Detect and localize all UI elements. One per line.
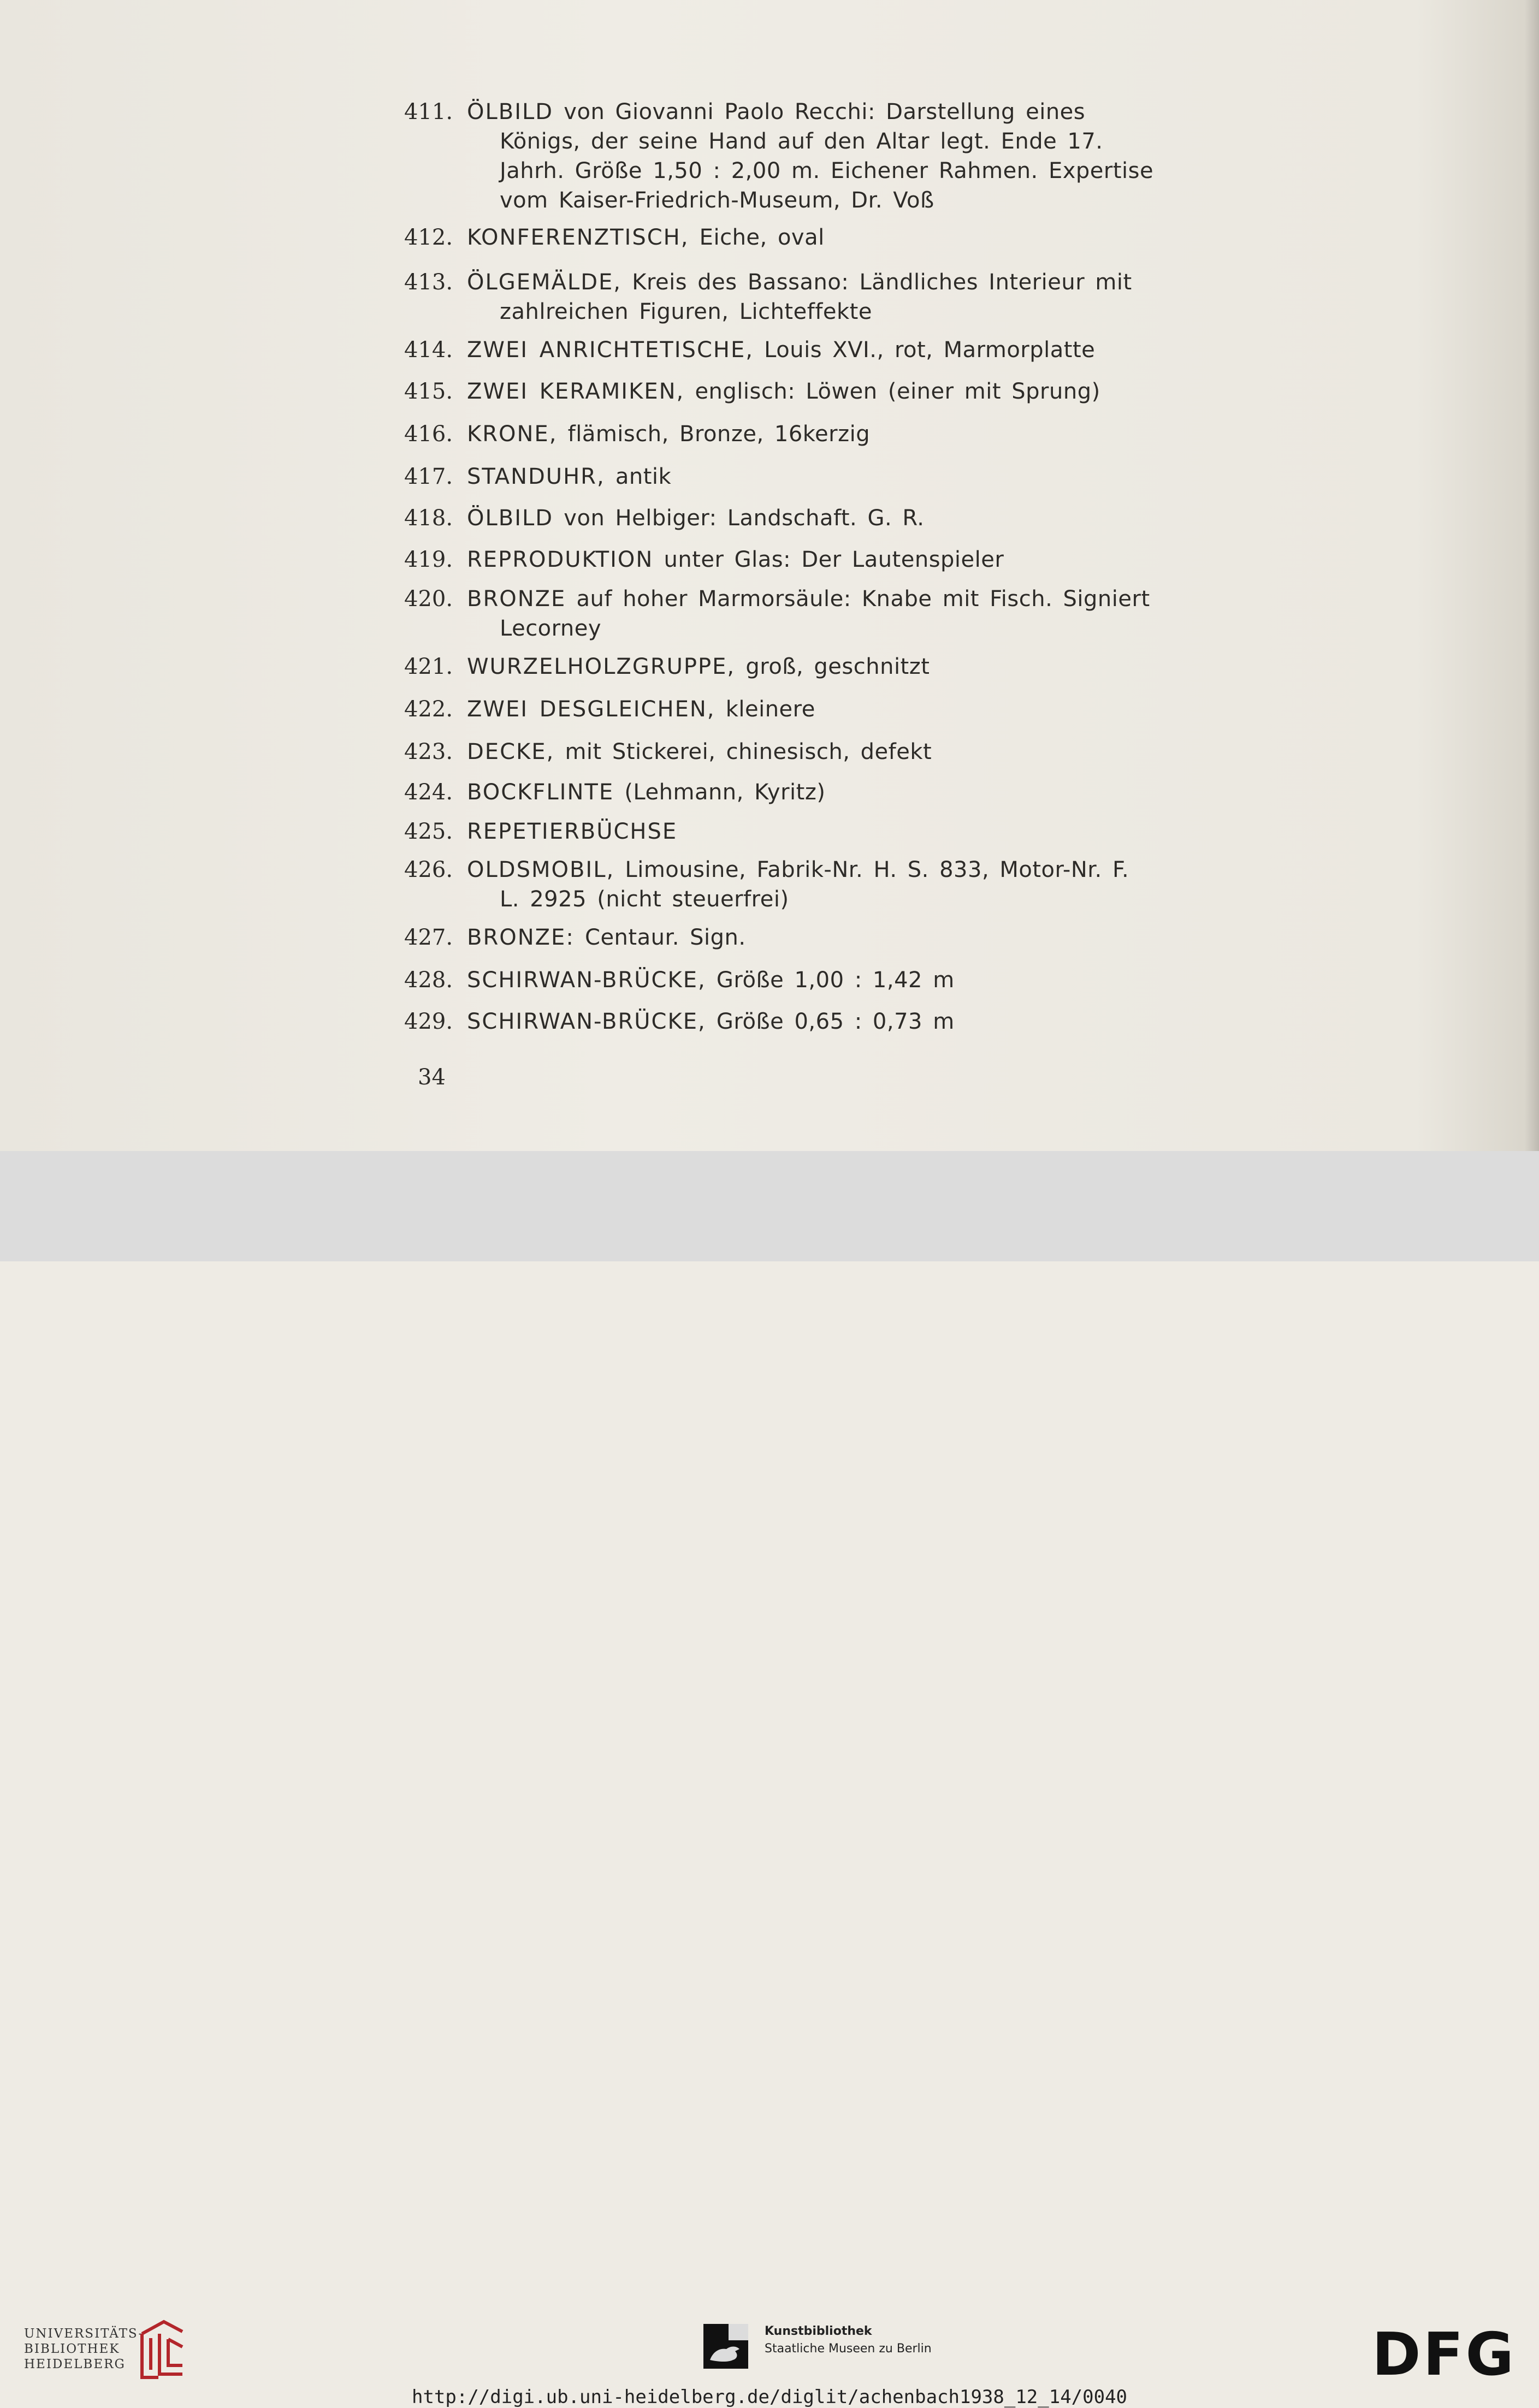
catalog-entry xyxy=(404,419,1158,449)
catalog-entry xyxy=(404,503,1158,533)
entry-number: 414. xyxy=(404,337,453,363)
entry-number: 416. xyxy=(404,422,453,447)
entry-number: 411. xyxy=(404,99,453,124)
ub-heidelberg-logo-icon[interactable] xyxy=(137,2317,186,2382)
entry-number: 425. xyxy=(404,819,453,844)
entry-description: englisch: Löwen (einer mit Sprung) xyxy=(684,379,1100,404)
entry-title: BOCKFLINTE xyxy=(467,780,614,805)
viewer-footer xyxy=(0,1151,1539,2408)
entry-title: KRONE, xyxy=(467,422,558,447)
entry-title: BRONZE xyxy=(467,586,566,612)
kb-line-2: Staatliche Museen zu Berlin xyxy=(765,2342,932,2356)
entry-text xyxy=(467,335,1158,365)
entry-description: (Lehmann, Kyritz) xyxy=(614,780,826,805)
entry-description: kleinere xyxy=(715,697,815,722)
entry-description: mit Stickerei, chinesisch, defekt xyxy=(554,739,932,764)
entry-text xyxy=(467,268,1158,327)
catalog-entry xyxy=(404,462,1158,491)
entry-number: 413. xyxy=(404,270,453,295)
catalog-entry xyxy=(404,652,1158,681)
entry-number: 412. xyxy=(404,225,453,250)
entry-description: von Helbiger: Landschaft. G. R. xyxy=(553,506,925,531)
entry-title: BRONZE: xyxy=(467,925,575,950)
entry-title: ÖLBILD xyxy=(467,506,554,531)
entry-text xyxy=(467,965,1158,995)
entry-number: 426. xyxy=(404,857,453,882)
catalog-entry xyxy=(404,584,1158,643)
entry-description: unter Glas: Der Lautenspieler xyxy=(653,547,1004,572)
catalog-entry xyxy=(404,223,1158,252)
catalog-entry xyxy=(404,695,1158,724)
entry-title: REPETIERBÜCHSE xyxy=(467,819,678,844)
entry-title: STANDUHR, xyxy=(467,464,605,489)
ub-line-1: UNIVERSITÄTS- xyxy=(24,2327,144,2341)
entry-description: auf hoher Marmorsäule: Knabe mit Fisch. Signiert Lecorney xyxy=(500,586,1150,641)
entry-number: 423. xyxy=(404,739,453,764)
ub-line-2: BIBLIOTHEK xyxy=(24,2342,120,2356)
entry-description: groß, geschnitzt xyxy=(735,654,930,679)
entry-title: OLDSMOBIL, xyxy=(467,857,615,882)
entry-text xyxy=(467,855,1158,914)
entry-number: 422. xyxy=(404,697,453,722)
entry-number: 420. xyxy=(404,586,453,612)
entry-title: SCHIRWAN-BRÜCKE, xyxy=(467,1009,706,1034)
catalog-entry xyxy=(404,923,1158,952)
catalog-entry xyxy=(404,965,1158,995)
catalog-entry xyxy=(404,737,1158,767)
kb-line-1: Kunstbibliothek xyxy=(765,2324,872,2338)
entry-number: 424. xyxy=(404,780,453,805)
entry-description: antik xyxy=(605,464,672,489)
entry-number: 418. xyxy=(404,506,453,531)
catalog-entry xyxy=(404,97,1158,215)
page-number: 34 xyxy=(418,1065,446,1090)
entry-text xyxy=(467,778,1158,807)
entry-text xyxy=(467,652,1158,681)
entry-title: DECKE, xyxy=(467,739,555,764)
entry-description: Größe 1,00 : 1,42 m xyxy=(706,968,955,993)
entry-description: Louis XVI., rot, Marmorplatte xyxy=(753,337,1096,363)
entry-description: flämisch, Bronze, 16kerzig xyxy=(557,422,871,447)
entry-text xyxy=(467,545,1158,574)
entry-description: Limousine, Fabrik-Nr. H. S. 833, Motor-Nr. F. L. 2925 (nicht steuerfrei) xyxy=(500,857,1129,912)
entry-text xyxy=(467,695,1158,724)
entry-text xyxy=(467,419,1158,449)
catalog-entry xyxy=(404,817,1158,846)
entry-text xyxy=(467,377,1158,406)
entry-title: SCHIRWAN-BRÜCKE, xyxy=(467,968,706,993)
dfg-logo[interactable]: DFG xyxy=(1372,2321,1517,2389)
permalink-url[interactable]: http://digi.ub.uni-heidelberg.de/diglit/achenbach1938_12_14/0040 xyxy=(411,2386,1128,2408)
entry-description: Eiche, oval xyxy=(689,225,825,250)
entry-text xyxy=(467,503,1158,533)
catalog-entry xyxy=(404,778,1158,807)
entry-text xyxy=(467,584,1158,643)
entry-number: 419. xyxy=(404,547,453,572)
kunstbibliothek-label[interactable] xyxy=(765,2323,932,2358)
ub-line-3: HEIDELBERG xyxy=(24,2357,126,2371)
entry-number: 428. xyxy=(404,968,453,993)
entry-title: ZWEI ANRICHTETISCHE, xyxy=(467,337,754,363)
entry-title: ZWEI DESGLEICHEN, xyxy=(467,697,715,722)
entry-text xyxy=(467,923,1158,952)
entry-number: 417. xyxy=(404,464,453,489)
scanned-page xyxy=(0,0,1539,1151)
entry-text xyxy=(467,737,1158,767)
entry-text xyxy=(467,223,1158,252)
entry-description: Größe 0,65 : 0,73 m xyxy=(706,1009,955,1034)
entry-title: KONFERENZTISCH, xyxy=(467,225,689,250)
catalog-entry xyxy=(404,1007,1158,1036)
entry-description: Centaur. Sign. xyxy=(574,925,746,950)
entry-text xyxy=(467,817,1158,846)
page-edge-shadow xyxy=(1525,0,1539,1151)
entry-text xyxy=(467,1007,1158,1036)
entry-description: von Giovanni Paolo Recchi: Darstellung eines Königs, der seine Hand auf den Altar legt. Ende 17. Jahrh. Größe 1,50 : 2,00 m. Eichener Rahmen. Expertise vom Kaiser-Friedrich-Museum, Dr. Voß xyxy=(500,99,1154,213)
entry-description: Kreis des Bassano: Ländliches Interieur mit zahlreichen Figuren, Lichteffekte xyxy=(500,270,1132,324)
entry-text xyxy=(467,97,1158,215)
kunstbibliothek-logo-icon[interactable] xyxy=(703,2324,748,2369)
catalog-entry xyxy=(404,855,1158,914)
entry-title: ÖLGEMÄLDE, xyxy=(467,270,621,295)
entry-title: REPRODUKTION xyxy=(467,547,654,572)
catalog-entry xyxy=(404,377,1158,406)
entry-number: 429. xyxy=(404,1009,453,1034)
entry-title: ÖLBILD xyxy=(467,99,554,124)
entry-title: WURZELHOLZGRUPPE, xyxy=(467,654,736,679)
catalog-entry xyxy=(404,335,1158,365)
entry-number: 427. xyxy=(404,925,453,950)
entry-title: ZWEI KERAMIKEN, xyxy=(467,379,685,404)
catalog-entry xyxy=(404,268,1158,327)
entry-number: 415. xyxy=(404,379,453,404)
ub-heidelberg-label[interactable] xyxy=(24,2326,144,2372)
catalog-entry xyxy=(404,545,1158,574)
entry-text xyxy=(467,462,1158,491)
entry-number: 421. xyxy=(404,654,453,679)
